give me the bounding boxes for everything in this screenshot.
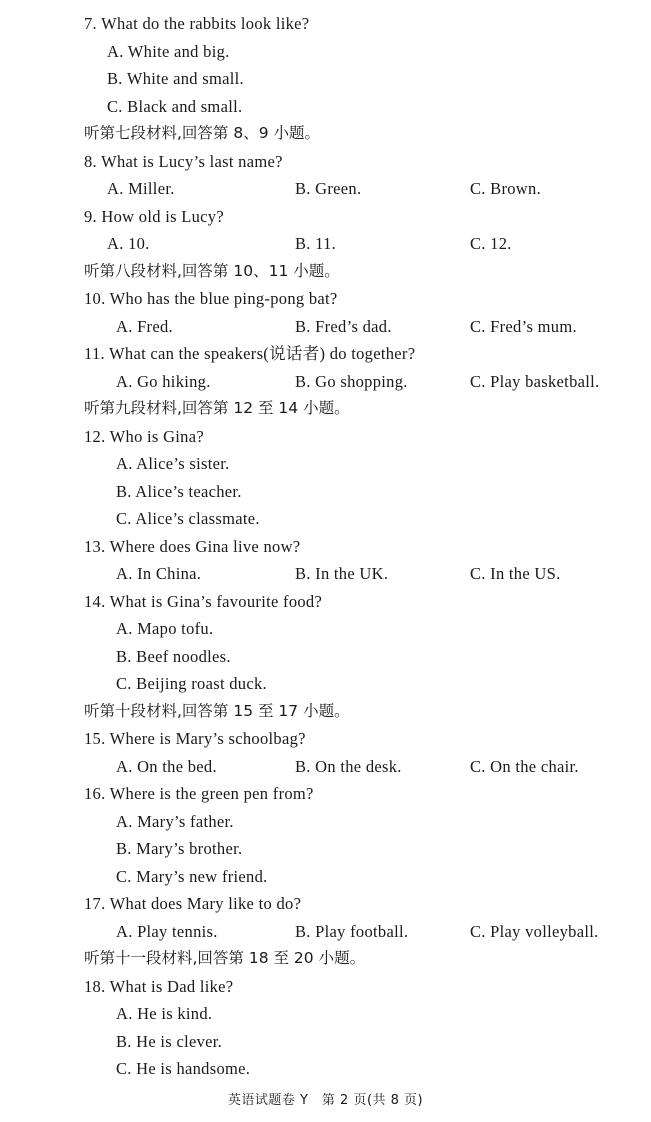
question-text: 8. What is Lucy’s last name?: [84, 151, 283, 171]
option-text: C. Play volleyball.: [470, 921, 599, 941]
option-text: C. Brown.: [470, 179, 541, 198]
option-text: B. Mary’s brother.: [116, 839, 243, 858]
option-text: A. Mapo tofu.: [116, 619, 214, 638]
option-text: B. Fred’s dad.: [295, 316, 392, 336]
question-text: 14. What is Gina’s favourite food?: [84, 591, 323, 611]
option-text: B. He is clever.: [116, 1031, 223, 1051]
option-text: C. Beijing roast duck.: [116, 674, 267, 693]
option-text: A. Miller.: [107, 179, 175, 198]
option-text: B. Beef noodles.: [116, 646, 231, 666]
option-text: A. Play tennis.: [116, 921, 218, 941]
option-text: C. Black and small.: [107, 96, 243, 116]
option-row: [0, 368, 651, 396]
section-instruction: 听第十一段材料,回答第 18 至 20 小题。: [84, 949, 366, 967]
question-text: 13. Where does Gina live now?: [84, 536, 301, 556]
option-text: A. White and big.: [107, 41, 230, 61]
question-text: 10. Who has the blue ping-pong bat?: [84, 289, 338, 308]
option-text: C. Alice’s classmate.: [116, 509, 260, 528]
question-text: 7. What do the rabbits look like?: [84, 14, 310, 33]
option-text: A. Fred.: [116, 316, 173, 336]
option-text: C. Play basketball.: [470, 371, 600, 391]
option-text: A. He is kind.: [116, 1004, 213, 1023]
option-text: C. On the chair.: [470, 756, 579, 776]
option-text: B. Green.: [295, 179, 362, 198]
option-text: A. 10.: [107, 234, 150, 253]
option-text: B. Go shopping.: [295, 371, 408, 391]
option-text: B. Alice’s teacher.: [116, 481, 242, 501]
option-text: C. In the US.: [470, 564, 561, 583]
question-text: 17. What does Mary like to do?: [84, 894, 302, 913]
question-text: 12. Who is Gina?: [84, 426, 204, 446]
question-text: 11. What can the speakers(说话者) do together?: [84, 344, 416, 363]
question-text: 16. Where is the green pen from?: [84, 784, 314, 803]
option-text: C. He is handsome.: [116, 1059, 251, 1078]
option-row: [0, 918, 651, 946]
option-row: [0, 560, 651, 588]
option-text: A. On the bed.: [116, 756, 217, 776]
option-text: B. On the desk.: [295, 756, 402, 776]
option-row: [0, 175, 651, 203]
question-text: 15. Where is Mary’s schoolbag?: [84, 729, 306, 748]
option-text: A. In China.: [116, 564, 202, 583]
section-instruction: 听第九段材料,回答第 12 至 14 小题。: [84, 399, 350, 417]
section-instruction: 听第十段材料,回答第 15 至 17 小题。: [84, 701, 350, 720]
page-footer: 英语试题卷 Y 第 2 页(共 8 页): [227, 1093, 424, 1108]
section-instruction: 听第八段材料,回答第 10、11 小题。: [84, 261, 340, 280]
section-instruction: 听第七段材料,回答第 8、9 小题。: [84, 124, 321, 142]
option-text: A. Go hiking.: [116, 371, 211, 391]
option-text: A. Mary’s father.: [116, 811, 234, 831]
option-text: B. 11.: [295, 234, 337, 253]
option-text: C. Fred’s mum.: [470, 316, 577, 336]
option-text: B. Play football.: [295, 921, 409, 941]
option-row: [0, 313, 651, 341]
option-text: C. Mary’s new friend.: [116, 866, 268, 886]
question-text: 9. How old is Lucy?: [84, 206, 224, 226]
option-row: [0, 753, 651, 781]
option-text: B. White and small.: [107, 69, 244, 88]
option-text: A. Alice’s sister.: [116, 454, 230, 473]
question-text: 18. What is Dad like?: [84, 976, 234, 996]
option-text: B. In the UK.: [295, 564, 389, 583]
option-text: C. 12.: [470, 234, 512, 253]
option-row: [0, 230, 651, 258]
